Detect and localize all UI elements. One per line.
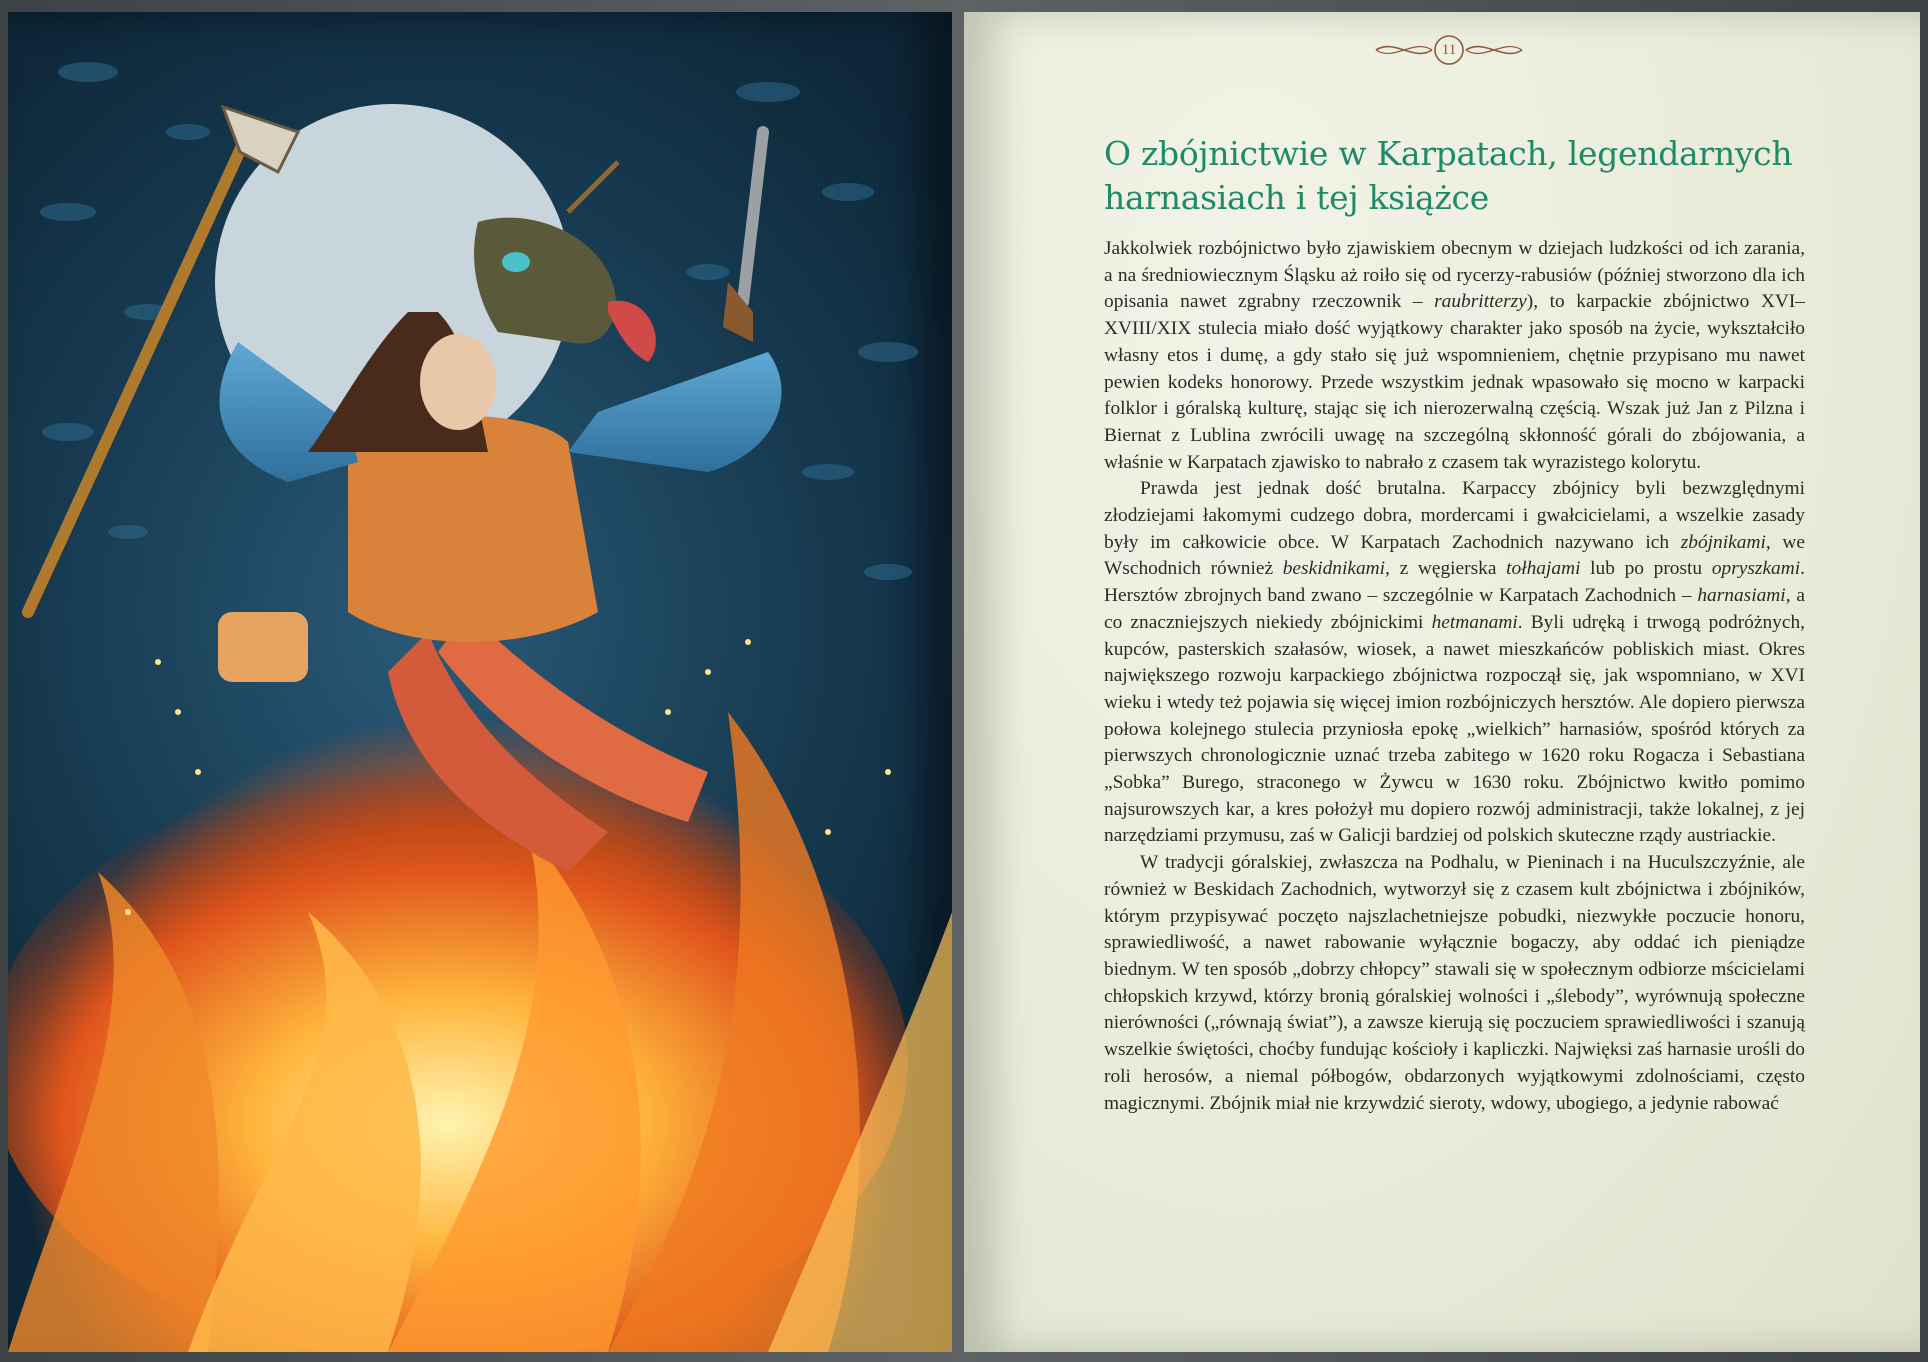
page-number: 11 — [1441, 42, 1457, 58]
text-run: Prawda jest jednak dość brutalna. Karpaccy zbójnicy byli bezwzględnymi złodziejami łakomymi cudzego dobra, mordercami i gwałcicielami, a wszelkie zasady były im całkowicie obce. W Karpatach Zachodnich nazywano ich — [1104, 478, 1805, 553]
text-run: . Hersztów zbrojnych band zwano – szczególnie w Karpatach Zachodnich – — [1104, 558, 1805, 607]
text-run: lub po prostu — [1580, 558, 1712, 580]
italic-term: tołhajami — [1506, 558, 1581, 580]
text-page — [964, 12, 1920, 1352]
text-run: . Byli udręką i trwogą podróżnych, kupców, pasterskich szałasów, wiosek, a nawet mieszkańców pobliskich miast. Okres największego rozwoju karpackiego zbójnictwa rozpoczął się, jak wspomniano, w XVI wieku i wtedy też pojawia się więcej imion rozbójniczych hersztów. Ale dopiero pierwsza połowa kolejnego stulecia przyniosła epokę „wielkich” harnasiów, spośród których za pierwszych chronologicznie uznać trzeba zabitego w 1620 roku Rogacza i Sebastiana „Sobka” Burego, straconego w Żywcu w 1630 roku. Zbójnictwo kwitło pomimo najsurowszych kar, a kres położył mu dopiero rozwój administracji, także lokalnej, z jej narzędziami przymusu, zaś w Galicji bardziej od polskich skuteczne rządy austriackie. — [1104, 611, 1805, 847]
chapter-title: O zbójnictwie w Karpatach, legendarnych harnasiach i tej książce — [1104, 134, 1793, 217]
paragraph-3 — [1104, 850, 1805, 1117]
text-run: , a co znaczniejszych niekiedy zbójnickimi — [1104, 585, 1805, 633]
paragraph-1 — [1104, 236, 1805, 476]
harnas-illustration — [8, 12, 952, 1352]
italic-term: beskidnikami — [1282, 558, 1386, 580]
illustration-page — [8, 12, 952, 1352]
text-run: Jakkolwiek rozbójnictwo było zjawiskiem obecnym w dziejach ludzkości od ich zarania, a na średniowiecznym Śląsku aż roiło się od rycerzy-rabusiów (później stworzono dla ich opisania nawet zgrabny rzeczownik – — [1104, 238, 1805, 313]
italic-term: hetmanami — [1431, 611, 1518, 633]
page-ornament — [1374, 34, 1524, 66]
body-text — [1104, 236, 1805, 1117]
paragraph-2 — [1104, 476, 1805, 850]
italic-term: zbójnikami — [1680, 531, 1766, 553]
pistol — [723, 132, 763, 342]
text-run: , z węgierska — [1385, 558, 1507, 580]
italic-term: opryszkami — [1711, 558, 1801, 580]
text-run: W tradycji góralskiej, zwłaszcza na Podhalu, w Pieninach i na Huculszczyźnie, ale również w Beskidach Zachodnich, wytworzył się z czasem kult zbójnictwa i zbójników, którym przypisywać poczęto najszlachetniejsze pobudki, niezwykłe poczucie honoru, sprawiedliwość, a nawet rabowanie wyłącznie bogaczy, aby oddać ich pieniądze biednym. W ten sposób „dobrzy chłopcy” stawali się w społecznym odbiorze mścicielami chłopskich krzywd, którzy bronią góralskiej wolności i „ślebody”, wyrównują społeczne nierówności („równają świat”), a zawsze kierują się poczuciem sprawiedliwości i szanują wszelkie świętości, choćby fundując kościoły i kapliczki. Najwięksi zaś harnasie urośli do roli herosów, a niemal półbogów, obdarzonych wyjątkowymi zdolnościami, często magicznymi. Zbójnik miał nie krzywdzić sieroty, wdowy, ubogiego, a jedynie rabować — [1104, 852, 1805, 1114]
text-run: , we Wschodnich również — [1104, 531, 1805, 580]
italic-term: harnasiami — [1697, 585, 1786, 607]
text-run: ), to karpackie zbójnictwo XVI–XVIII/XIX stulecia miało dość wyjątkowy charakter jako sposób na życie, wykształciło własny etos i dumę, a gdy stało się już wspomnieniem, chętnie przypisano mu nawet pewien kodeks honorowy. Przede wszystkim jednak wpasowało się mocno w karpacki folklor i góralską kulturę, stając się ich nierozerwalną częścią. Wszak już Jan z Pilzna i Biernat z Lublina zwrócili uwagę na szczególną skłonność górali do zbójowania, a właśnie w Karpatach zjawisko to nabrało z czasem tak wyrazistego kolorytu. — [1104, 291, 1805, 473]
italic-term: raubritterzy — [1434, 291, 1527, 313]
